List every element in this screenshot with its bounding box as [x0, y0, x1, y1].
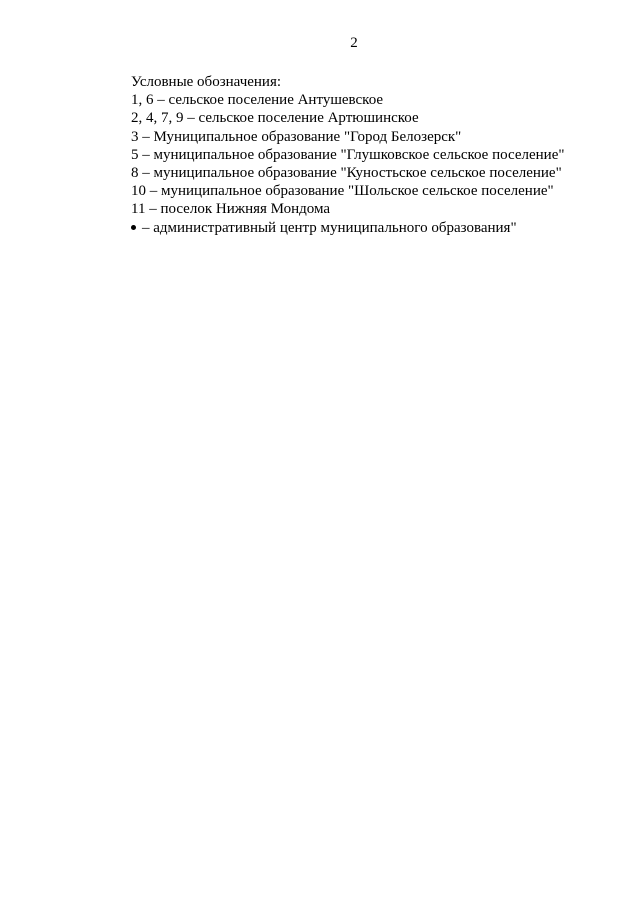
legend	[131, 73, 564, 237]
bullet-icon	[131, 225, 136, 230]
legend-item: 1, 6 – сельское поселение Антушевское	[131, 92, 384, 109]
legend-item: 3 – Муниципальное образование "Город Белозерск"	[131, 128, 462, 145]
legend-item: 2, 4, 7, 9 – сельское поселение Артюшинское	[131, 110, 419, 127]
legend-item: 8 – муниципальное образование "Куностьское сельское поселение"	[131, 165, 562, 182]
legend-title: Условные обозначения:	[131, 74, 282, 90]
legend-item-admin-center	[131, 219, 564, 237]
legend-item: 10 – муниципальное образование "Шольское сельское поселение"	[131, 183, 554, 200]
legend-item: 5 – муниципальное образование "Глушковское сельское поселение"	[131, 146, 565, 163]
legend-item-label: – административный центр муниципального образования"	[142, 219, 517, 236]
page-number: 2	[350, 35, 358, 51]
legend-item: 11 – поселок Нижняя Мондома	[131, 201, 331, 218]
